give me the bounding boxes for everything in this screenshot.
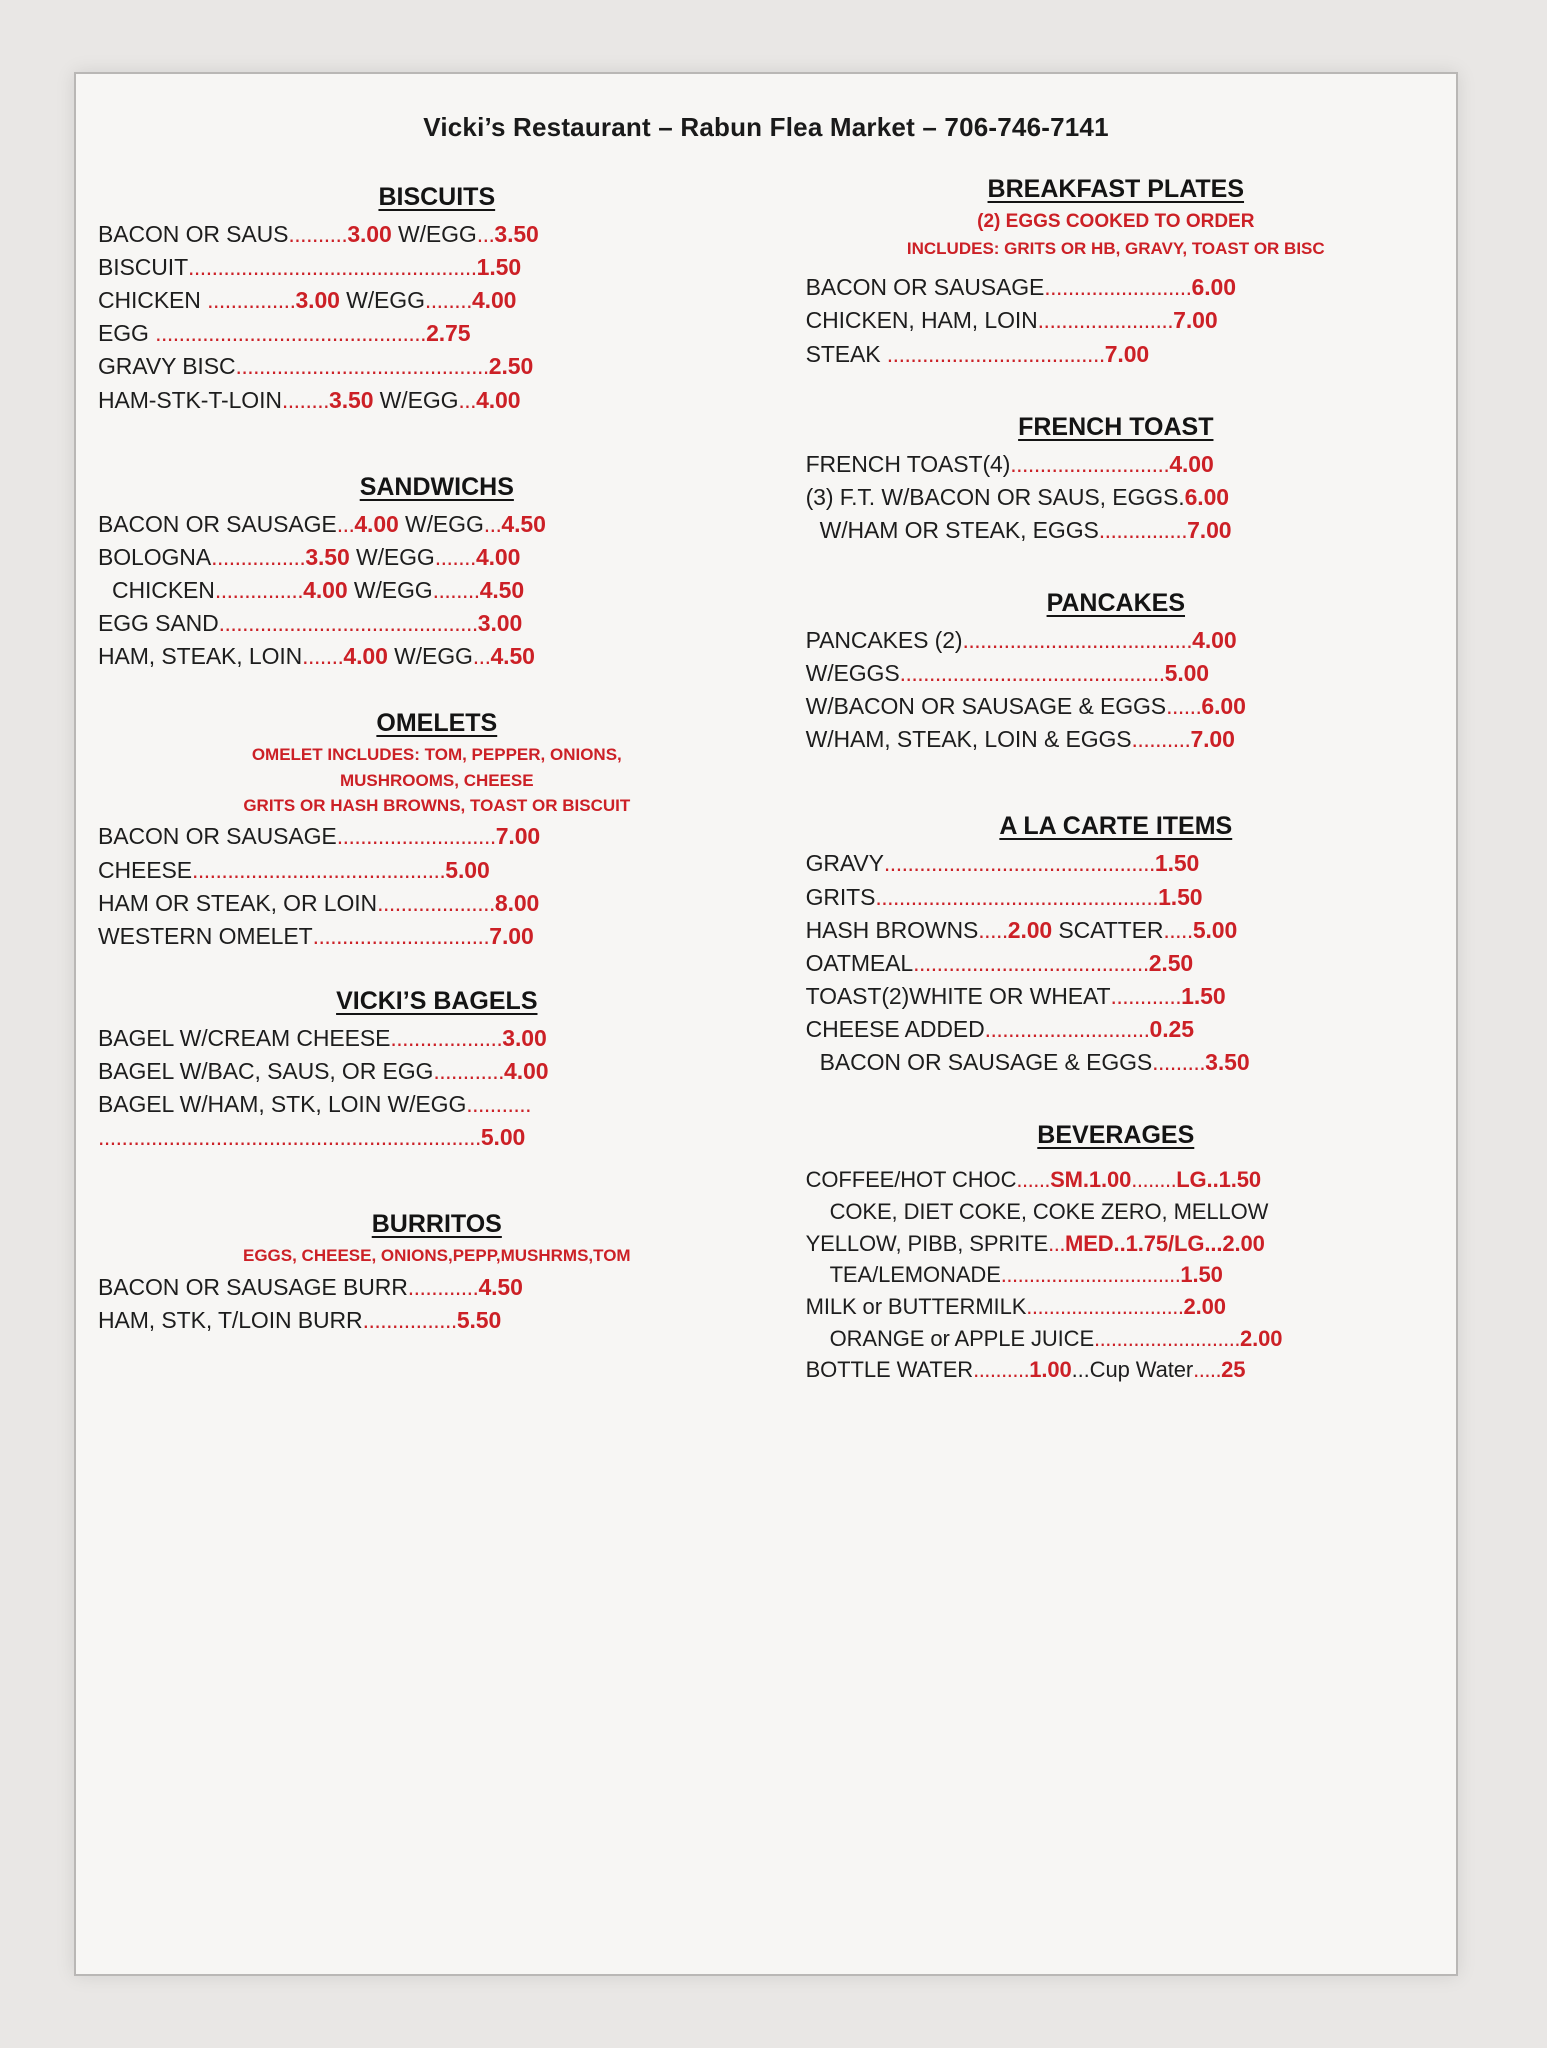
- item-name: CHEESE ADDED: [805, 1015, 985, 1042]
- item-dots: ..............................................: [883, 850, 1155, 877]
- item-price: 2.50: [1148, 949, 1194, 976]
- item-price: 1.50: [1154, 850, 1200, 877]
- item-dots: ....................: [377, 889, 495, 916]
- item-dots: ..........: [1131, 726, 1191, 753]
- breakfast-note-2: INCLUDES: GRITS OR HB, GRAVY, TOAST OR BISC: [906, 238, 1325, 258]
- item-price-2: 3.50: [494, 221, 539, 247]
- item-price-2: 4.50: [490, 643, 535, 670]
- item-price: 4.00: [504, 1057, 549, 1084]
- item-dots: .......: [302, 643, 344, 670]
- item-price: 0.25: [1149, 1015, 1194, 1042]
- item-dots: ......: [1166, 693, 1202, 720]
- item-price: 5.00: [445, 856, 490, 883]
- menu-item: [806, 624, 1426, 657]
- menu-item: [806, 980, 1426, 1013]
- item-price: 2.00: [1183, 1293, 1226, 1319]
- menu-page: [74, 72, 1458, 1976]
- section-heading-breakfast-plates: BREAKFAST PLATES: [987, 175, 1245, 203]
- item-price: 1.50: [1181, 982, 1226, 1009]
- item-name: BISCUIT: [98, 254, 189, 281]
- item-name: BACON OR SAUSAGE BURR: [98, 1273, 408, 1300]
- burritos-note: EGGS, CHEESE, ONIONS,PEPP,MUSHRMS,TOM: [242, 1246, 631, 1266]
- item-price: 6.00: [1184, 483, 1229, 510]
- item-price: 1.50: [1158, 883, 1203, 910]
- item-price-2: 4.00: [471, 287, 517, 314]
- menu-item: [806, 1228, 1426, 1260]
- item-price: 5.50: [456, 1306, 502, 1333]
- item-dots-2: ........: [1131, 1167, 1177, 1193]
- item-dots: ................: [211, 543, 306, 570]
- item-dots-2: ...: [458, 386, 477, 413]
- menu-item: [806, 1196, 1426, 1228]
- menu-item: [98, 820, 776, 853]
- omelets-note-1: OMELET INCLUDES: TOM, PEPPER, ONIONS,: [251, 745, 622, 765]
- item-dots: ..........: [973, 1357, 1030, 1383]
- item-dots: ...........................................: [235, 353, 489, 380]
- item-dots: ...........................................: [191, 856, 446, 883]
- menu-item: [98, 1088, 776, 1121]
- item-price: 3.00: [347, 221, 392, 247]
- item-dots: ...............: [207, 287, 296, 314]
- item-price: 2.50: [488, 353, 534, 380]
- menu-item: [806, 514, 1426, 547]
- menu-item: [806, 881, 1426, 914]
- item-name: BACON OR SAUSAGE: [98, 823, 337, 850]
- item-name: BAGEL W/HAM, STK, LOIN W/EGG: [98, 1091, 467, 1118]
- item-modifier: W/EGG: [349, 543, 435, 570]
- item-name: GRITS: [805, 883, 876, 910]
- section-items-pancakes: [806, 624, 1426, 756]
- item-dots: ........: [281, 386, 330, 413]
- section-items-beverages: [806, 1164, 1426, 1386]
- item-dots-2: .....: [1193, 1357, 1222, 1383]
- item-modifier: W/EGG: [347, 576, 433, 603]
- menu-item: [806, 448, 1426, 481]
- item-dots: ............................: [1026, 1293, 1184, 1319]
- item-dots: ..............................: [312, 922, 490, 949]
- item-dots-2: ........: [432, 576, 480, 603]
- menu-item: [98, 1121, 776, 1154]
- item-name: CHEESE: [98, 856, 192, 883]
- menu-item: [98, 1055, 776, 1088]
- item-price: 3.50: [329, 386, 374, 413]
- item-price: 7.00: [489, 922, 534, 949]
- item-dots: .......................: [1037, 307, 1174, 334]
- item-dots: ........................................: [913, 949, 1149, 976]
- item-price: 1.50: [1180, 1262, 1223, 1288]
- section-heading-bagels: VICKI’S BAGELS: [336, 986, 538, 1015]
- section-items-omelets: [98, 820, 776, 952]
- item-name: BACON OR SAUS: [98, 221, 289, 247]
- item-price: 5.00: [1164, 660, 1209, 687]
- menu-item: [98, 508, 776, 541]
- item-dots: ...................: [390, 1024, 503, 1051]
- section-heading-french-toast: FRENCH TOAST: [1018, 412, 1214, 441]
- item-dots: ...: [1048, 1230, 1065, 1256]
- item-name: EGG: [98, 320, 156, 347]
- section-heading-beverages: BEVERAGES: [1037, 1121, 1195, 1150]
- item-dots: .................................................................: [98, 1124, 481, 1151]
- item-modifier: SCATTER: [1052, 916, 1164, 943]
- item-dots: .........................: [1044, 274, 1192, 301]
- item-price: 2.00: [1007, 916, 1053, 943]
- item-price-2: LG..1.50: [1176, 1167, 1261, 1193]
- item-dots: ...........................: [336, 823, 496, 850]
- item-name: OATMEAL: [805, 949, 914, 976]
- item-name: ORANGE or APPLE JUICE: [829, 1325, 1095, 1351]
- item-modifier: ...Cup Water: [1071, 1357, 1194, 1383]
- item-name: BACON OR SAUSAGE: [98, 510, 337, 537]
- item-name: CHICKEN: [112, 576, 215, 603]
- item-dots: ............................................: [218, 609, 478, 636]
- menu-item: [98, 920, 776, 953]
- item-name: TOAST(2)WHITE OR WHEAT: [805, 982, 1111, 1009]
- item-name: EGG SAND: [98, 609, 219, 636]
- item-name: STEAK: [805, 340, 887, 367]
- item-price-2: 4.50: [479, 576, 525, 603]
- menu-item: [98, 284, 776, 317]
- item-price: 4.00: [1192, 627, 1237, 653]
- item-dots: ..........................: [1094, 1325, 1240, 1351]
- item-name: W/EGGS: [805, 660, 900, 687]
- item-modifier: W/EGG: [387, 643, 473, 670]
- item-price: 3.50: [1205, 1049, 1250, 1076]
- menu-item: [806, 1046, 1426, 1079]
- item-dots-2: .....: [1163, 916, 1193, 943]
- menu-item: [806, 271, 1426, 304]
- item-price: 6.00: [1191, 274, 1236, 301]
- item-price: 4.00: [1169, 450, 1214, 477]
- item-price: 4.00: [354, 510, 399, 537]
- item-price: SM.1.00: [1050, 1167, 1132, 1193]
- item-dots: ................................: [1000, 1262, 1181, 1288]
- item-dots: ................................................: [875, 883, 1159, 910]
- item-price: 1.50: [476, 254, 522, 281]
- item-dots: ..........: [288, 221, 348, 247]
- menu-item: [98, 541, 776, 574]
- menu-item: [806, 1323, 1426, 1355]
- item-dots: ............: [1110, 982, 1182, 1009]
- item-dots: ..............................................: [155, 320, 427, 347]
- menu-item: [98, 350, 776, 383]
- menu-item: [98, 574, 776, 607]
- item-name: BAGEL W/BAC, SAUS, OR EGG: [98, 1057, 434, 1084]
- item-modifier: W/EGG: [339, 287, 425, 314]
- item-price: 7.00: [1187, 516, 1232, 543]
- item-dots-2: ...: [476, 221, 495, 247]
- section-items-bagels: [98, 1022, 776, 1154]
- item-price: 8.00: [494, 889, 540, 916]
- item-name: BAGEL W/CREAM CHEESE: [98, 1024, 391, 1051]
- item-name: PANCAKES (2): [805, 627, 963, 653]
- item-dots: ............: [407, 1273, 479, 1300]
- item-dots: .................................................: [188, 254, 477, 281]
- item-dots-2: ...: [483, 510, 502, 537]
- menu-item: [806, 723, 1426, 756]
- item-price-2: 4.00: [476, 386, 521, 413]
- item-name: GRAVY BISC: [98, 353, 236, 380]
- item-name: W/HAM, STEAK, LOIN & EGGS: [805, 726, 1132, 753]
- menu-item: [806, 304, 1426, 337]
- item-dots: .......................................: [962, 627, 1193, 653]
- item-name: WESTERN OMELET: [98, 922, 313, 949]
- item-modifier: W/EGG: [398, 510, 484, 537]
- item-price: 7.00: [495, 823, 541, 850]
- section-heading-sandwichs: SANDWICHS: [359, 472, 514, 501]
- item-dots: ............: [433, 1057, 505, 1084]
- item-dots: ...........: [466, 1091, 532, 1118]
- right-column: [794, 157, 1456, 1386]
- menu-item: [806, 1259, 1426, 1291]
- item-name: W/BACON OR SAUSAGE & EGGS: [805, 693, 1167, 720]
- item-name: CHICKEN: [98, 287, 208, 314]
- item-dots: ............................: [984, 1015, 1150, 1042]
- item-name: GRAVY: [805, 850, 884, 877]
- item-price: 7.00: [1173, 307, 1218, 334]
- menu-item: [98, 218, 776, 251]
- menu-item: [98, 251, 776, 284]
- section-heading-a-la-carte: A LA CARTE ITEMS: [999, 812, 1233, 841]
- item-dots-2: ...: [472, 643, 491, 670]
- item-name: BOLOGNA: [98, 543, 212, 570]
- section-heading-omelets: OMELETS: [376, 709, 498, 738]
- item-dots: .........: [1152, 1049, 1206, 1076]
- section-items-biscuits: [98, 218, 776, 417]
- item-dots-2: .......: [434, 543, 476, 570]
- item-name: W/HAM OR STEAK, EGGS: [819, 516, 1099, 543]
- menu-item: [806, 1164, 1426, 1196]
- menu-item: [806, 914, 1426, 947]
- menu-item: [98, 384, 776, 417]
- item-price: 4.00: [343, 643, 388, 670]
- section-heading-biscuits: BISCUITS: [378, 183, 496, 211]
- item-price: 1.00: [1029, 1357, 1072, 1383]
- item-modifier: W/EGG: [391, 221, 477, 247]
- item-price: 3.00: [477, 609, 523, 636]
- item-price: 5.00: [480, 1124, 526, 1151]
- item-name: CHICKEN, HAM, LOIN: [805, 307, 1038, 334]
- section-items-breakfast-plates: [806, 271, 1426, 370]
- item-name: FRENCH TOAST(4): [805, 450, 1011, 477]
- item-dots: .....: [978, 916, 1008, 943]
- item-price: 6.00: [1201, 693, 1246, 720]
- item-name: YELLOW, PIBB, SPRITE: [805, 1230, 1049, 1256]
- menu-item: [806, 1291, 1426, 1323]
- item-name: HAM-STK-T-LOIN: [98, 386, 282, 413]
- menu-item: [806, 847, 1426, 880]
- item-name: HASH BROWNS: [805, 916, 979, 943]
- item-dots: ...............: [214, 576, 304, 603]
- menu-item: [806, 690, 1426, 723]
- menu-item: [98, 1271, 776, 1304]
- menu-item: [806, 1013, 1426, 1046]
- item-price-2: 5.00: [1192, 916, 1238, 943]
- menu-item: [806, 1354, 1426, 1386]
- breakfast-note-1: (2) EGGS COOKED TO ORDER: [977, 211, 1255, 232]
- menu-item: [98, 854, 776, 887]
- item-price: 7.00: [1104, 340, 1150, 367]
- item-dots: ...: [336, 510, 355, 537]
- omelets-note-2: MUSHROOMS, CHEESE: [339, 770, 534, 790]
- menu-item: [98, 607, 776, 640]
- item-name: COFFEE/HOT CHOC: [805, 1167, 1017, 1193]
- item-dots: ...............: [1098, 516, 1188, 543]
- left-column: [76, 157, 794, 1386]
- item-name: TEA/LEMONADE: [829, 1262, 1001, 1288]
- section-items-french-toast: [806, 448, 1426, 547]
- item-name: HAM, STK, T/LOIN BURR: [98, 1306, 363, 1333]
- item-price-2: 4.50: [501, 510, 546, 537]
- menu-item: [806, 338, 1426, 371]
- item-price: 2.00: [1239, 1325, 1283, 1351]
- item-dots: ................: [362, 1306, 457, 1333]
- item-modifier: W/EGG: [373, 386, 459, 413]
- item-dots: ......: [1016, 1167, 1051, 1193]
- menu-item: [98, 1022, 776, 1055]
- menu-item: [98, 887, 776, 920]
- section-items-sandwichs: [98, 508, 776, 674]
- section-heading-pancakes: PANCAKES: [1046, 589, 1186, 617]
- item-price: 3.50: [305, 543, 350, 570]
- menu-columns: [76, 157, 1456, 1386]
- menu-item: [98, 640, 776, 673]
- item-dots: .....................................: [886, 340, 1105, 367]
- menu-item: [806, 657, 1426, 690]
- page-title: Vicki’s Restaurant – Rabun Flea Market – 706-746-7141: [423, 112, 1109, 142]
- menu-item: [806, 947, 1426, 980]
- item-name: COKE, DIET COKE, COKE ZERO, MELLOW: [829, 1198, 1269, 1224]
- item-price: MED..1.75/LG...2.00: [1064, 1230, 1265, 1256]
- item-name: HAM OR STEAK, OR LOIN: [98, 889, 378, 916]
- section-items-burritos: [98, 1271, 776, 1337]
- item-dots: ...........................: [1010, 450, 1170, 477]
- section-items-a-la-carte: [806, 847, 1426, 1079]
- item-price: 7.00: [1190, 726, 1235, 753]
- item-price-2: 4.00: [475, 543, 521, 570]
- item-name: BOTTLE WATER: [805, 1357, 974, 1383]
- item-name: BACON OR SAUSAGE & EGGS: [819, 1049, 1153, 1076]
- item-name: (3) F.T. W/BACON OR SAUS, EGGS.: [805, 483, 1185, 510]
- item-dots: .............................................: [899, 660, 1165, 687]
- menu-item: [98, 1304, 776, 1337]
- menu-item: [806, 481, 1426, 514]
- item-name: BACON OR SAUSAGE: [805, 274, 1045, 301]
- item-name: HAM, STEAK, LOIN: [98, 643, 303, 670]
- omelets-note-3: GRITS OR HASH BROWNS, TOAST OR BISCUIT: [243, 796, 631, 816]
- item-price: 4.00: [303, 576, 348, 603]
- item-price: 3.00: [295, 287, 340, 314]
- item-price: 3.00: [502, 1024, 547, 1051]
- item-price: 2.75: [426, 320, 471, 347]
- item-name: MILK or BUTTERMILK: [805, 1293, 1027, 1319]
- section-heading-burritos: BURRITOS: [371, 1210, 502, 1239]
- item-dots-2: ........: [424, 287, 472, 314]
- item-price-2: 25: [1221, 1357, 1246, 1383]
- menu-item: [98, 317, 776, 350]
- item-price: 4.50: [478, 1273, 523, 1300]
